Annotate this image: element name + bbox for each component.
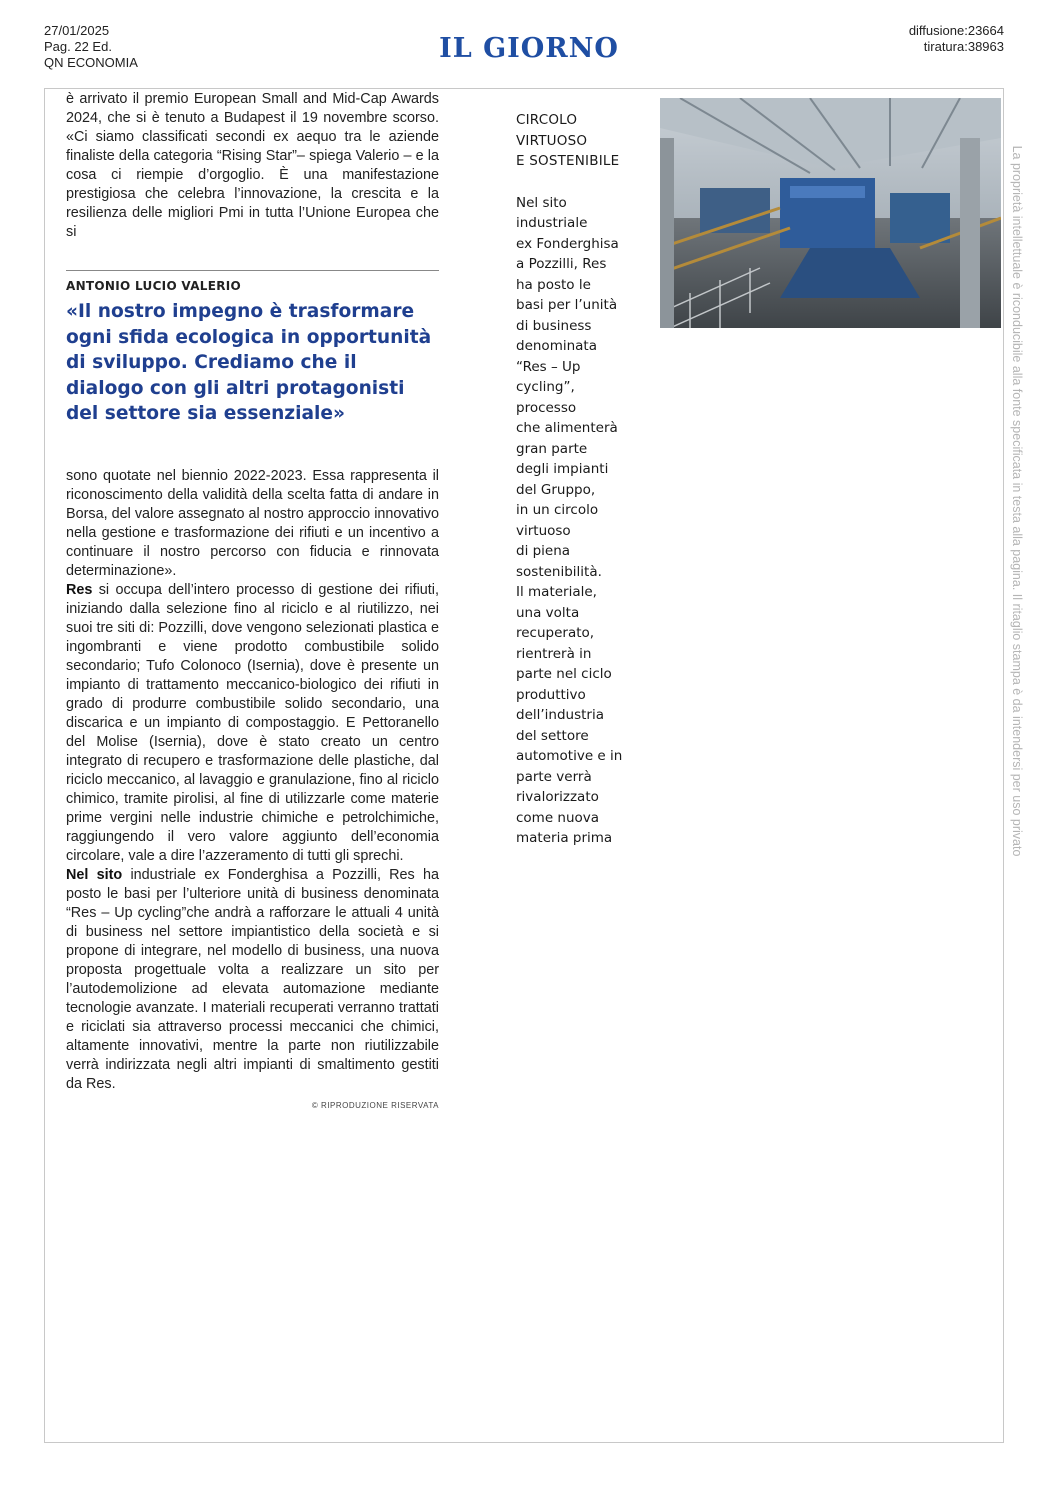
page-number: Pag. 22 Ed. bbox=[44, 39, 112, 54]
article-body bbox=[66, 467, 439, 1094]
tiratura: tiratura:38963 bbox=[923, 39, 1004, 54]
quote-divider bbox=[66, 270, 439, 271]
caption-body bbox=[516, 193, 634, 849]
photo-caption bbox=[516, 110, 634, 849]
newspaper-masthead: IL GIORNO bbox=[439, 33, 619, 64]
copyright-side-note bbox=[1008, 96, 1026, 906]
caption-line: sostenibilità. bbox=[516, 563, 602, 580]
caption-line: parte nel ciclo bbox=[516, 666, 612, 682]
caption-heading-line: CIRCOLO bbox=[516, 112, 578, 128]
caption-line: una volta bbox=[516, 604, 580, 621]
caption-line: Nel sito bbox=[516, 194, 567, 211]
caption-line: rivalorizzato bbox=[516, 789, 599, 805]
copyright-side-note-text: La proprietà intellettuale è riconducibile alla fonte specificata in testa alla pagina. Il ritaglio stampa è da intendersi per uso privato bbox=[1010, 145, 1024, 857]
caption-line: che alimenterà bbox=[516, 420, 618, 436]
caption-line: ex Fonderghisa bbox=[516, 235, 619, 252]
caption-line: del settore bbox=[516, 727, 589, 744]
caption-line: in un circolo bbox=[516, 502, 599, 518]
caption-line: materia prima bbox=[516, 830, 613, 846]
caption-line: “Res – Up bbox=[516, 358, 581, 375]
caption-line: Il materiale, bbox=[516, 584, 597, 600]
caption-line: ha posto le bbox=[516, 276, 591, 293]
caption-line: recuperato, bbox=[516, 625, 595, 641]
paragraph-text: si occupa dell’intero processo di gestione dei rifiuti, iniziando dalla selezione fino al riciclo e al riutilizzo, nei suoi tre siti di: Pozzilli, dove vengono selezionati plastica e ingombranti e viene prodotto combustibile solido secondario; Tufo Colonoco (Isernia), dove è presente un impianto di trattamento meccanico-biologico dei rifiuti in grado di produrre combustibile solido secondario, una discarica e un impianto di compostaggio. E Pettoranello del Molise (Isernia), dove è stato creato un centro integrato di recupero e trasformazione delle plastiche, dal riciclo meccanico, al lavaggio e granulazione, fino al riciclo chimico, tramite pirolisi, al fine di utilizzarle come materie prime vergini nelle industrie chimiche e petrolchimiche, raggiungendo il vero valore aggiunto dell’economia circolare, vale a dire l’azzeramento di tutti gli sprechi. bbox=[66, 581, 439, 864]
caption-line: processo bbox=[516, 399, 577, 416]
caption-heading-line: E SOSTENIBILE bbox=[516, 153, 620, 169]
caption-line: parte verrà bbox=[516, 768, 592, 785]
article-top-paragraph: è arrivato il premio European Small and Mid-Cap Awards 2024, che si è tenuto a Budapest il 19 novembre scorso. «Ci siamo classificati secondi ex aequo tra le aziende finaliste della categoria “Rising Star”– spiega Valerio – e la cosa ci riempie d’orgoglio. È una manifestazione prestigiosa che celebra l’innovazione, la crescita e la resilienza delle migliori Pmi in tutta l’Unione Europea che si bbox=[66, 91, 439, 240]
caption-line: a Pozzilli, Res bbox=[516, 256, 607, 272]
caption-line: industriale bbox=[516, 215, 588, 231]
caption-line: virtuoso bbox=[516, 522, 571, 539]
caption-heading-line: VIRTUOSO bbox=[516, 132, 588, 149]
caption-line: degli impianti bbox=[516, 461, 609, 477]
caption-heading bbox=[516, 110, 634, 172]
circulation-info bbox=[909, 23, 1004, 55]
article-paragraph bbox=[66, 581, 439, 866]
caption-line: di piena bbox=[516, 543, 571, 559]
article-paragraph bbox=[66, 866, 439, 1094]
quote-author: ANTONIO LUCIO VALERIO bbox=[66, 279, 242, 293]
article-paragraph: sono quotate nel biennio 2022-2023. Essa rappresenta il riconoscimento della validità della scelta fatta di andare in Borsa, del valore assegnato al nostro approccio innovativo nella gestione e trasformazione dei rifiuti e un incentivo a continuare il nostro percorso con fiducia e rinnovata determinazione». bbox=[66, 467, 439, 579]
industrial-plant-photo bbox=[660, 98, 1001, 328]
publication-date: 27/01/2025 bbox=[44, 23, 110, 38]
diffusione: diffusione:23664 bbox=[908, 23, 1004, 38]
caption-line: cycling”, bbox=[516, 379, 575, 395]
paragraph-text: industriale ex Fonderghisa a Pozzilli, Res ha posto le basi per l’ulteriore unità di business denominata “Res – Up cycling”che andrà a rafforzare le attuali 4 unità di business nel settore impiantistico della società e si propone di integrare, nel modello di business, una nuova proposta progettuale volta a realizzare un sito per l’autodemolizione ad elevata automazione mediante tecnologie avanzate. I materiali recuperati verranno trattati e riciclati sia attraverso processi meccanici che chimici, altamente innovativi, mentre la parte non riutilizzabile verrà indirizzata negli altri impianti di smaltimento gestiti da Res. bbox=[66, 866, 439, 1092]
paragraph-lead: Nel sito bbox=[66, 866, 123, 883]
caption-line: denominata bbox=[516, 338, 597, 354]
caption-line: produttivo bbox=[516, 686, 586, 703]
caption-line: dell’industria bbox=[516, 707, 605, 723]
caption-line: gran parte bbox=[516, 440, 588, 457]
caption-line: come nuova bbox=[516, 809, 600, 826]
section-name: QN ECONOMIA bbox=[44, 55, 138, 70]
caption-line: del Gruppo, bbox=[516, 481, 596, 498]
article-column bbox=[66, 90, 439, 1110]
caption-line: rientrerà in bbox=[516, 645, 592, 662]
caption-line: di business bbox=[516, 317, 592, 334]
caption-line: automotive e in bbox=[516, 748, 623, 764]
paragraph-lead: Res bbox=[66, 581, 93, 598]
copyright-notice: © RIPRODUZIONE RISERVATA bbox=[311, 1100, 439, 1110]
caption-line: basi per l’unità bbox=[516, 297, 618, 313]
pull-quote: «Il nostro impegno è trasformare ogni sfida ecologica in opportunità di sviluppo. Crediamo che il dialogo con gli altri protagonisti del settore sia essenziale» bbox=[66, 301, 432, 424]
